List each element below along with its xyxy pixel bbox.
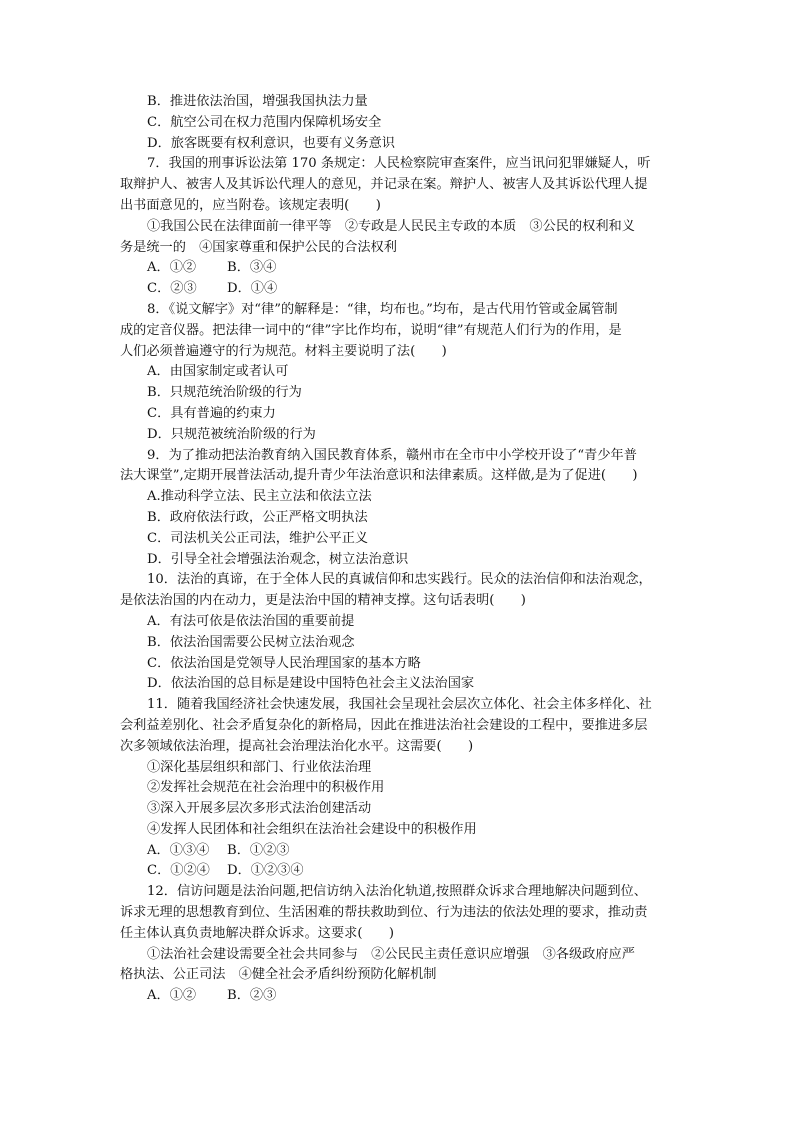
text-line: 诉求无理的思想教育到位、生活困难的帮扶救助到位、行为违法的依法处理的要求，推动责 <box>120 905 648 921</box>
option-line: D．依法治国的总目标是建设中国特色社会主义法治国家 <box>147 676 475 692</box>
answer-option: D．①④ <box>227 281 278 297</box>
text-line: 次多领域依法治理，提高社会治理法治化水平。这需要( ) <box>120 738 474 754</box>
answer-option: A．①② <box>147 988 197 1004</box>
option-line: ①我国公民在法律面前一律平等 ②专政是人民民主专政的本质 ③公民的权利和义 <box>147 218 635 234</box>
text-line: 会利益差别化、社会矛盾复杂化的新格局，因此在推进法治社会建设的工程中，要推进多层 <box>120 717 648 733</box>
text-line: 人们必须普遍遵守的行为规范。材料主要说明了法( ) <box>120 343 447 359</box>
option-line: ③深入开展多层次多形式法治创建活动 <box>147 801 372 817</box>
answer-option: B．①②③ <box>227 842 290 858</box>
question-text-body <box>0 92 794 1007</box>
answer-option: B．③④ <box>227 260 277 276</box>
option-line: D．只规范被统治阶级的行为 <box>147 426 316 442</box>
option-line: D．旅客既要有权利意识，也要有义务意识 <box>147 135 395 151</box>
answer-options-row <box>0 861 794 882</box>
option-line: C．司法机关公正司法，维护公平正义 <box>147 530 369 546</box>
option-line: C．航空公司在权力范围内保障机场安全 <box>147 114 382 130</box>
answer-options-row <box>0 279 794 300</box>
answer-options-row <box>0 258 794 279</box>
option-line: C．具有普遍的约束力 <box>147 405 276 421</box>
answer-option: A．①② <box>147 260 197 276</box>
question-line: 8．《说文解字》对“律”的解释是：“律，均布也。”均布，是古代用竹管或金属管制 <box>147 301 618 317</box>
option-line: B．政府依法行政，公正严格文明执法 <box>147 509 368 525</box>
option-line: B．推进依法治国，增强我国执法力量 <box>147 94 368 109</box>
question-line: 9．为了推动把法治教育纳入国民教育体系，赣州市在全市中小学校开设了“青少年普 <box>147 447 637 463</box>
answer-option: B．②③ <box>227 988 277 1004</box>
question-line: 7．我国的刑事诉讼法第 170 条规定：人民检察院审查案件，应当讯问犯罪嫌疑人，听 <box>147 156 651 172</box>
question-line: 12．信访问题是法治问题,把信访纳入法治化轨道,按照群众诉求合理地解决问题到位、 <box>147 884 647 900</box>
option-line: ①深化基层组织和部门、行业依法治理 <box>147 759 372 775</box>
option-line: C．依法治国是党领导人民治理国家的基本方略 <box>147 655 421 671</box>
text-line: 务是统一的 ④国家尊重和保护公民的合法权利 <box>120 239 397 255</box>
question-line: 11．随着我国经济社会快速发展，我国社会呈现社会层次立体化、社会主体多样化、社 <box>147 697 652 713</box>
option-line: ④发挥人民团体和社会组织在法治社会建设中的积极作用 <box>147 821 477 837</box>
answer-options-row <box>0 841 794 862</box>
text-line: 是依法治国的内在动力，更是法治中国的精神支撑。这句话表明( ) <box>120 593 526 609</box>
question-line: 10．法治的真谛，在于全体人民的真诚信仰和忠实践行。民众的法治信仰和法治观念， <box>147 572 652 588</box>
answer-options-row <box>0 986 794 1007</box>
answer-option: C．①②④ <box>147 863 210 879</box>
option-line: ②发挥社会规范在社会治理中的积极作用 <box>147 780 385 796</box>
answer-option: A．①③④ <box>147 842 210 858</box>
answer-option: C．②③ <box>147 281 197 297</box>
text-line: 格执法、公正司法 ④健全社会矛盾纠纷预防化解机制 <box>120 967 437 983</box>
text-line: 法大课堂”,定期开展普法活动,提升青少年法治意识和法律素质。这样做,是为了促进( ) <box>120 468 638 484</box>
option-line: ①法治社会建设需要全社会共同参与 ②公民民主责任意识应增强 ③各级政府应严 <box>147 946 635 962</box>
option-line: A．由国家制定或者认可 <box>147 364 289 380</box>
option-line: A.推动科学立法、民主立法和依法立法 <box>147 489 372 505</box>
option-line: A．有法可依是依法治国的重要前提 <box>147 613 355 629</box>
text-line: 出书面意见的，应当附卷。该规定表明( ) <box>120 197 381 213</box>
option-line: B．依法治国需要公民树立法治观念 <box>147 634 355 650</box>
text-line: 取辩护人、被害人及其诉讼代理人的意见，并记录在案。辩护人、被害人及其诉讼代理人提 <box>120 177 648 193</box>
option-line: D．引导全社会增强法治观念，树立法治意识 <box>147 551 409 567</box>
text-line: 任主体认真负责地解决群众诉求。这要求( ) <box>120 925 395 941</box>
text-line: 成的定音仪器。把法律一词中的“律”字比作均布，说明“律”有规范人们行为的作用，是 <box>120 322 622 338</box>
option-line: B．只规范统治阶级的行为 <box>147 385 302 401</box>
answer-option: D．①②③④ <box>227 863 304 879</box>
